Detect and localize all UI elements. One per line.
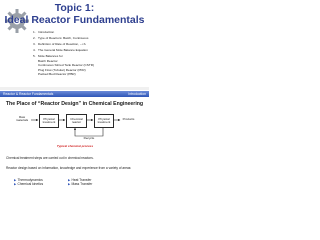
bullet-icon: ▶ (14, 178, 17, 182)
header-left-text: Reactor & Reactor Fundamentals (3, 92, 54, 96)
paragraph-2: Reactor design based on information, knowledge and experience from a variety of areas: (6, 166, 132, 170)
slide-title-line2: Ideal Reactor Fundamentals (4, 14, 145, 26)
content-slide (0, 90, 149, 198)
diagram-caption: Typical chemical process (56, 144, 94, 148)
toc-subitem: Continuous Stirred Tank Reactor (CSTR) (38, 63, 94, 68)
toc-item: 2. Type of Reactors: Batch, Continuous (33, 36, 89, 41)
bullet-icon: ▶ (68, 178, 71, 182)
toc-subitem: Plug Flow (Tubular) Reactor (PFR) (38, 67, 86, 72)
bullet-item: ▶Thermodynamics (14, 178, 43, 182)
bullet-item: ▶Chemical kinetics (14, 182, 44, 187)
physical-treatment-box-2: Physical treatment (94, 114, 114, 128)
bullet-icon: ▶ (14, 182, 17, 187)
chemical-reactor-box: Chemical reactor (66, 114, 87, 128)
bullet-icon: ▶ (68, 182, 71, 187)
slide-title-line1: Topic 1: (54, 2, 95, 14)
raw-materials-label: Raw materials (15, 115, 29, 123)
slide-title: The Place of “Reactor Design” in Chemical Engineering (5, 101, 144, 107)
paragraph-1: Chemical treatment steps are carried out in chemical reactors. (6, 156, 94, 160)
bullet-list-right (68, 178, 92, 186)
bullet-item: ▶Heat Transfer (68, 178, 92, 182)
products-label: Products (122, 117, 135, 121)
toc-item: 1. Introduction (33, 30, 55, 34)
toc-item: 4. The General Mole Balance Equation (33, 48, 88, 53)
bullet-item: ▶Mass Transfer (68, 182, 93, 187)
recycle-label: Recycle (83, 136, 95, 140)
header-right-text: Introduction (128, 92, 146, 96)
title-slide (0, 0, 149, 90)
bullet-list-left (14, 178, 43, 186)
toc-subitem: Batch Reactor (38, 58, 58, 63)
toc-item: 3. Definition of Rate of Reaction, – rA (33, 42, 86, 47)
table-of-contents (33, 30, 94, 77)
slide-header-bar (0, 91, 149, 97)
document-page (0, 0, 149, 198)
process-flow-diagram (14, 109, 136, 151)
physical-treatment-box-1: Physical treatment (39, 114, 59, 128)
toc-item: 5. Mole Balances for (33, 54, 63, 59)
toc-subitem: Packed Bed Reactor (PBR) (38, 72, 76, 77)
